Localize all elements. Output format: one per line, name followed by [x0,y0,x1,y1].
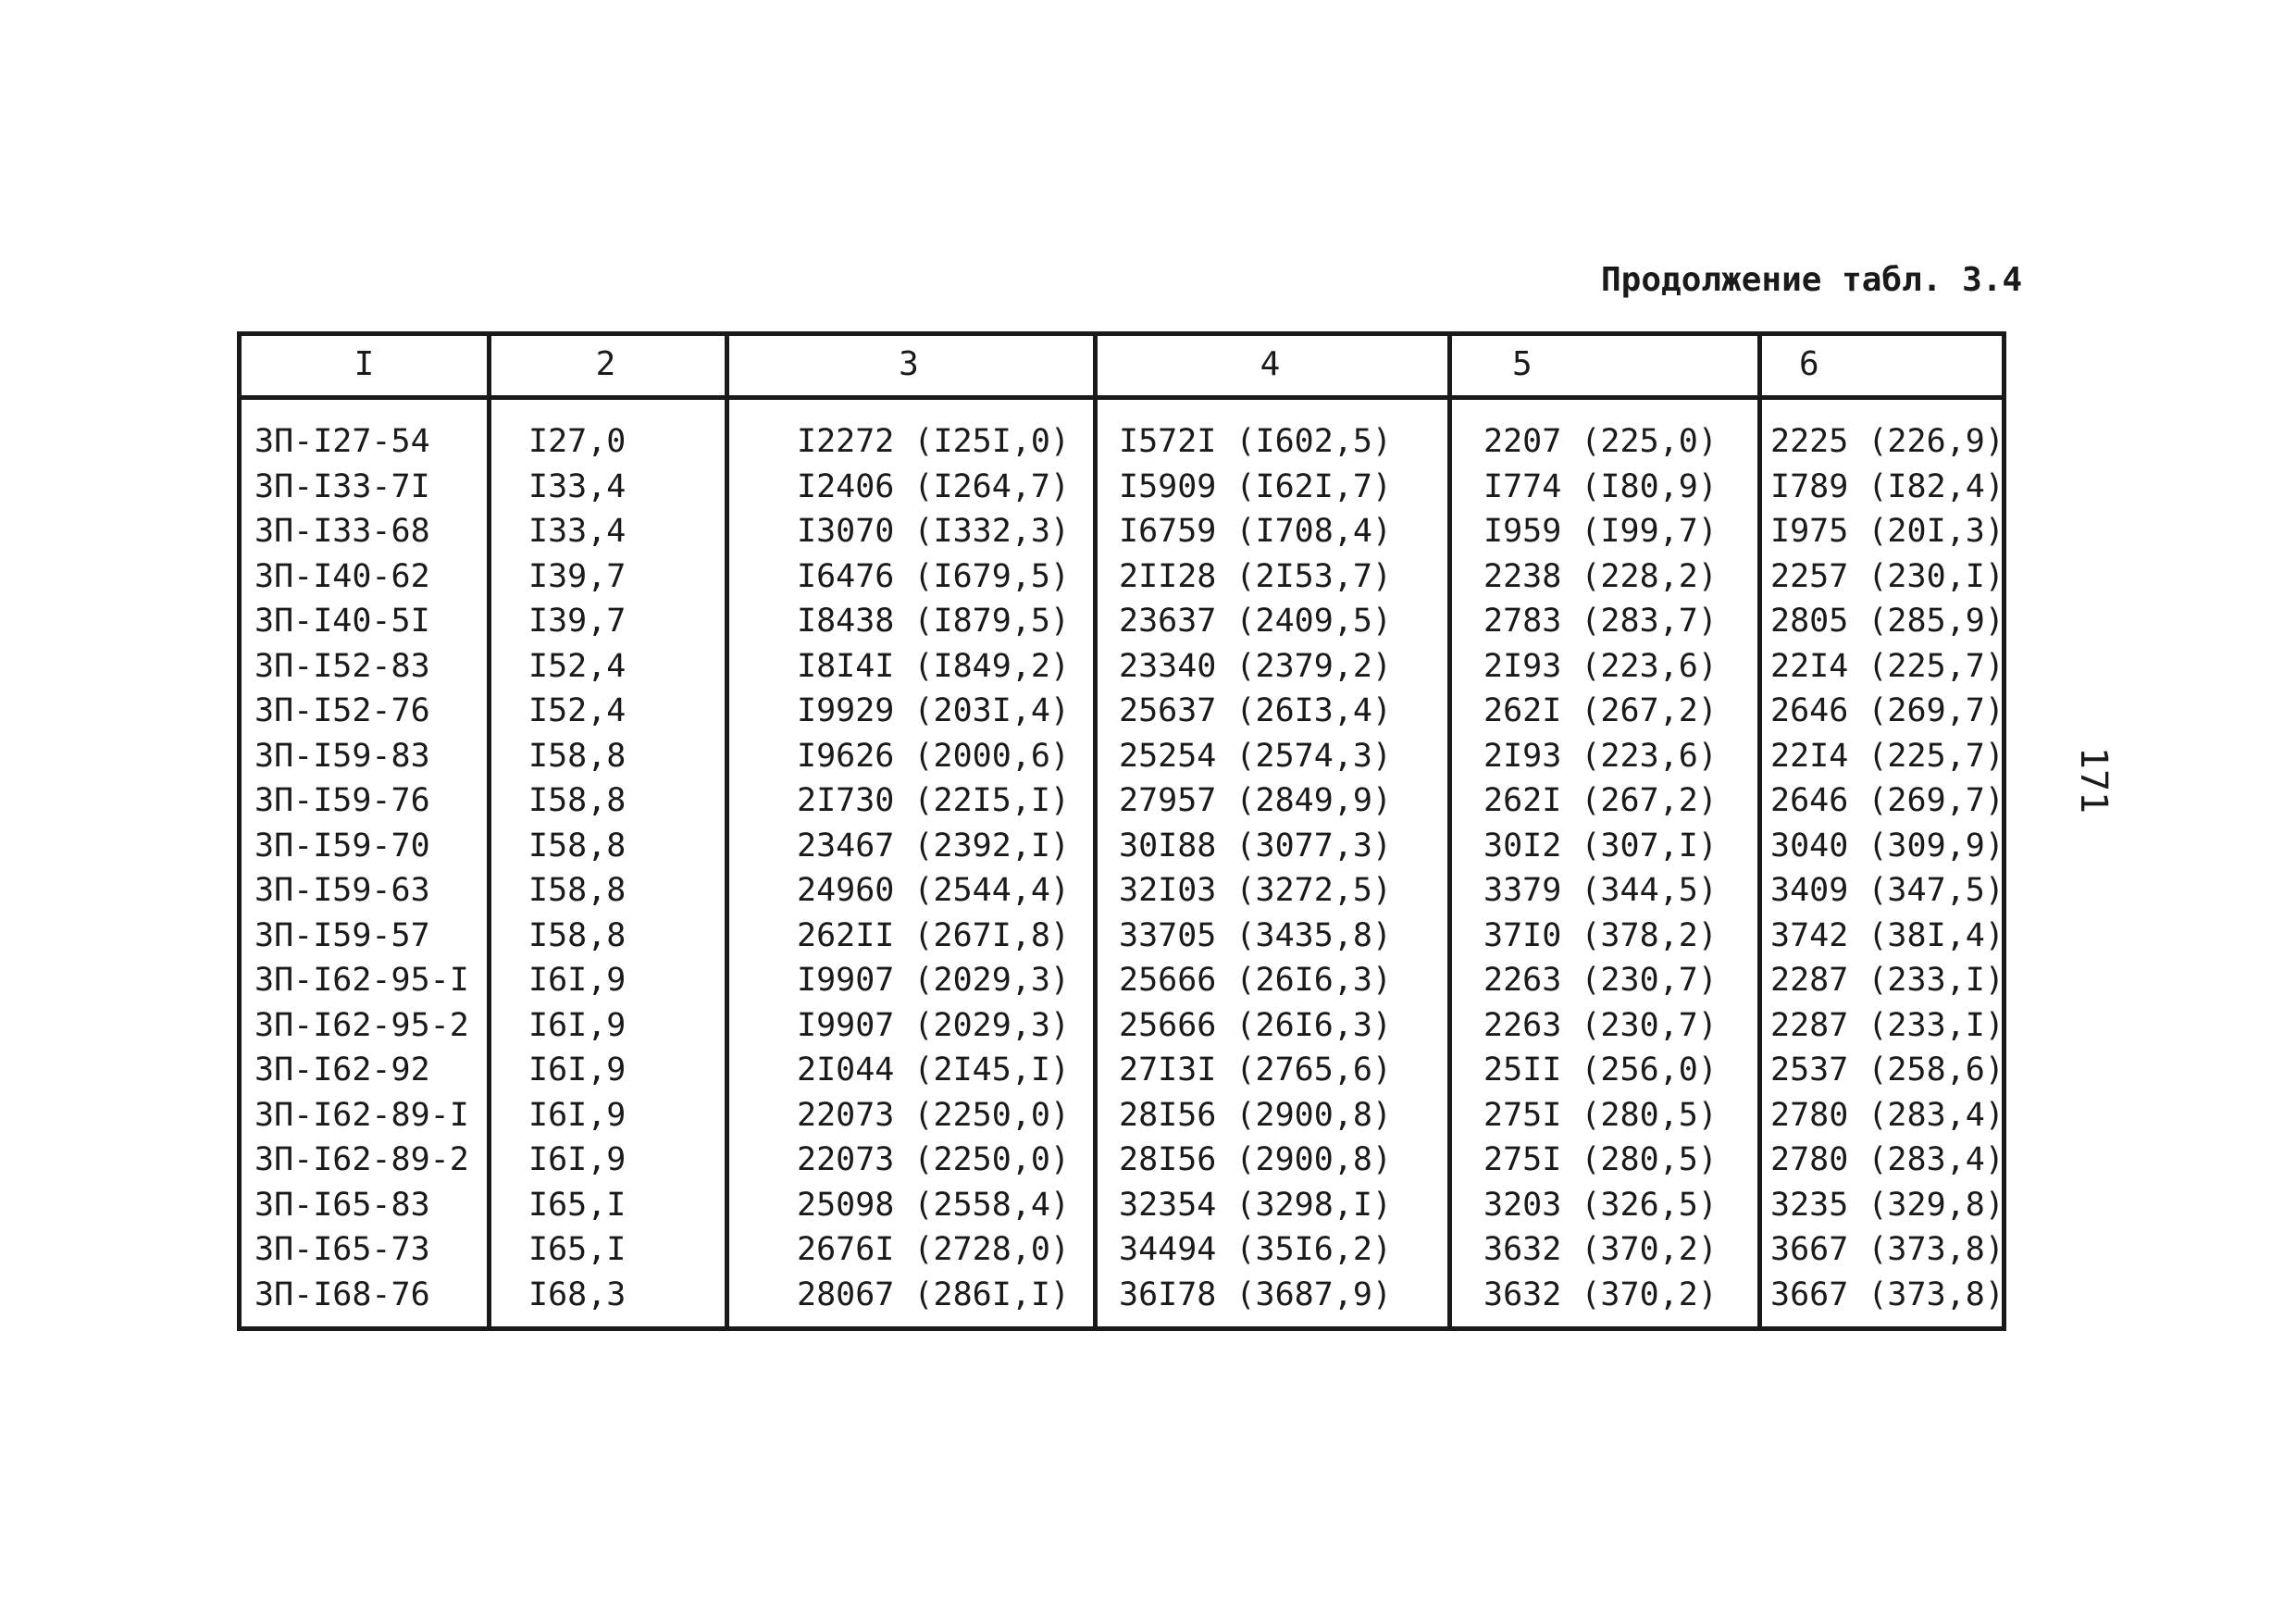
table-cell-col-2: I33,4 [528,513,627,550]
header-cell-1: I [354,345,375,383]
table-cell-col-3: I9907 (2029,3) [797,962,1071,999]
table-cell-col-2: I58,8 [528,872,627,909]
header-cell-2: 2 [595,345,616,383]
table-cell-col-6: 2537 (258,6) [1770,1051,2004,1088]
table-cell-col-3: I9907 (2029,3) [797,1006,1071,1044]
table-cell-col-6: 22I4 (225,7) [1770,737,2004,775]
table-cell-col-5: 25II (256,0) [1483,1051,1718,1088]
table-cell-col-1: ЗП-I40-5I [254,603,430,640]
table-cell-col-4: I6759 (I708,4) [1119,513,1393,550]
table-cell-col-3: I6476 (I679,5) [797,557,1071,595]
table-cell-col-4: 32I03 (3272,5) [1119,872,1393,909]
data-table [237,331,2006,1331]
table-cell-col-1: ЗП-I52-76 [254,692,430,729]
table-cell-col-1: ЗП-I33-68 [254,513,430,550]
table-cell-col-6: 3667 (373,8) [1770,1275,2004,1313]
table-row [242,1138,2002,1183]
table-cell-col-6: 2287 (233,I) [1770,1006,2004,1044]
header-cell-4: 4 [1260,345,1281,383]
table-cell-col-2: I58,8 [528,827,627,864]
table-cell-col-4: 33705 (3435,8) [1119,916,1393,954]
table-cell-col-3: I9626 (2000,6) [797,737,1071,775]
table-cell-col-5: 2263 (230,7) [1483,1006,1718,1044]
table-row [242,1273,2002,1318]
table-cell-col-6: 2780 (283,4) [1770,1096,2004,1134]
table-cell-col-1: ЗП-I68-76 [254,1275,430,1313]
table-cell-col-4: 28I56 (2900,8) [1119,1141,1393,1178]
table-cell-col-6: 2646 (269,7) [1770,692,2004,729]
table-cell-col-3: I8I4I (I849,2) [797,647,1071,685]
table-cell-col-5: 2263 (230,7) [1483,962,1718,999]
table-cell-col-6: 2805 (285,9) [1770,603,2004,640]
table-cell-col-6: 3235 (329,8) [1770,1186,2004,1224]
table-cell-col-1: ЗП-I62-95-2 [254,1006,469,1044]
table-cell-col-1: ЗП-I33-7I [254,467,430,505]
table-cell-col-1: ЗП-I59-76 [254,782,430,819]
header-cell-6: 6 [1799,345,1819,383]
table-cell-col-3: 2I730 (22I5,I) [797,782,1071,819]
table-row [242,734,2002,779]
table-cell-col-5: 262I (267,2) [1483,782,1718,819]
table-cell-col-2: I6I,9 [528,962,627,999]
table-cell-col-3: I2272 (I25I,0) [797,423,1071,460]
table-cell-col-4: 30I88 (3077,3) [1119,827,1393,864]
table-cell-col-3: 2676I (2728,0) [797,1231,1071,1268]
table-cell-col-1: ЗП-I65-83 [254,1186,430,1224]
table-cell-col-1: ЗП-I62-89-I [254,1096,469,1134]
table-cell-col-1: ЗП-I62-95-I [254,962,469,999]
table-cell-col-1: ЗП-I27-54 [254,423,430,460]
table-cell-col-5: 275I (280,5) [1483,1096,1718,1134]
table-cell-col-4: 23340 (2379,2) [1119,647,1393,685]
table-cell-col-2: I39,7 [528,557,627,595]
table-cell-col-5: I774 (I80,9) [1483,467,1718,505]
table-header-row [242,336,2002,400]
table-cell-col-6: 3040 (309,9) [1770,827,2004,864]
table-row [242,868,2002,914]
table-row [242,689,2002,734]
table-cell-col-6: 2646 (269,7) [1770,782,2004,819]
table-cell-col-1: ЗП-I40-62 [254,557,430,595]
table-cell-col-5: 2207 (225,0) [1483,423,1718,460]
table-cell-col-6: 3742 (38I,4) [1770,916,2004,954]
table-cell-col-6: 22I4 (225,7) [1770,647,2004,685]
table-row [242,1048,2002,1093]
table-cell-col-1: ЗП-I59-57 [254,916,430,954]
table-cell-col-3: 25098 (2558,4) [797,1186,1071,1224]
table-row [242,419,2002,465]
table-row [242,824,2002,869]
table-cell-col-1: ЗП-I62-92 [254,1051,430,1088]
table-row [242,778,2002,824]
table-cell-col-3: 22073 (2250,0) [797,1096,1071,1134]
table-cell-col-5: 2I93 (223,6) [1483,737,1718,775]
table-cell-col-3: 24960 (2544,4) [797,872,1071,909]
header-cell-5: 5 [1512,345,1533,383]
table-cell-col-5: 3632 (370,2) [1483,1275,1718,1313]
table-cell-col-2: I65,I [528,1186,627,1224]
table-cell-col-5: I959 (I99,7) [1483,513,1718,550]
table-cell-col-5: 262I (267,2) [1483,692,1718,729]
table-row [242,599,2002,644]
table-cell-col-2: I27,0 [528,423,627,460]
table-cell-col-4: 28I56 (2900,8) [1119,1096,1393,1134]
header-cell-3: 3 [899,345,919,383]
table-cell-col-4: 25666 (26I6,3) [1119,962,1393,999]
table-row [242,1183,2002,1228]
table-cell-col-6: 2257 (230,I) [1770,557,2004,595]
table-cell-col-1: ЗП-I59-63 [254,872,430,909]
table-cell-col-6: I975 (20I,3) [1770,513,2004,550]
table-cell-col-4: 32354 (3298,I) [1119,1186,1393,1224]
table-cell-col-3: 262II (267I,8) [797,916,1071,954]
table-cell-col-2: I58,8 [528,737,627,775]
table-cell-col-6: 2780 (283,4) [1770,1141,2004,1178]
table-cell-col-4: 23637 (2409,5) [1119,603,1393,640]
table-cell-col-2: I39,7 [528,603,627,640]
table-cell-col-4: 2II28 (2I53,7) [1119,557,1393,595]
table-row [242,509,2002,554]
table-row [242,465,2002,510]
table-cell-col-4: 25254 (2574,3) [1119,737,1393,775]
table-cell-col-2: I33,4 [528,467,627,505]
table-cell-col-5: 2238 (228,2) [1483,557,1718,595]
table-cell-col-2: I6I,9 [528,1006,627,1044]
table-cell-col-2: I6I,9 [528,1141,627,1178]
table-cell-col-5: 30I2 (307,I) [1483,827,1718,864]
table-cell-col-1: ЗП-I59-70 [254,827,430,864]
table-cell-col-2: I58,8 [528,916,627,954]
table-cell-col-3: I8438 (I879,5) [797,603,1071,640]
table-cell-col-1: ЗП-I62-89-2 [254,1141,469,1178]
table-row [242,914,2002,959]
table-cell-col-4: I572I (I602,5) [1119,423,1393,460]
table-cell-col-5: 37I0 (378,2) [1483,916,1718,954]
table-cell-col-2: I65,I [528,1231,627,1268]
table-cell-col-4: 36I78 (3687,9) [1119,1275,1393,1313]
table-cell-col-1: ЗП-I65-73 [254,1231,430,1268]
page-number: 171 [2072,746,2116,815]
table-cell-col-5: 2783 (283,7) [1483,603,1718,640]
table-row [242,554,2002,600]
table-cell-col-6: 2225 (226,9) [1770,423,2004,460]
table-cell-col-4: 25666 (26I6,3) [1119,1006,1393,1044]
table-cell-col-3: I2406 (I264,7) [797,467,1071,505]
table-cell-col-4: 27I3I (2765,6) [1119,1051,1393,1088]
table-cell-col-2: I52,4 [528,692,627,729]
table-cell-col-2: I6I,9 [528,1051,627,1088]
table-cell-col-5: 3632 (370,2) [1483,1231,1718,1268]
table-row [242,1003,2002,1049]
table-cell-col-2: I52,4 [528,647,627,685]
table-cell-col-5: 2I93 (223,6) [1483,647,1718,685]
table-row [242,644,2002,690]
table-cell-col-1: ЗП-I59-83 [254,737,430,775]
table-cell-col-2: I6I,9 [528,1096,627,1134]
table-cell-col-3: 2I044 (2I45,I) [797,1051,1071,1088]
table-cell-col-4: I5909 (I62I,7) [1119,467,1393,505]
table-cell-col-3: 28067 (286I,I) [797,1275,1071,1313]
table-row [242,1227,2002,1273]
table-cell-col-6: I789 (I82,4) [1770,467,2004,505]
table-cell-col-5: 3203 (326,5) [1483,1186,1718,1224]
table-cell-col-6: 2287 (233,I) [1770,962,2004,999]
table-row [242,1093,2002,1138]
table-cell-col-3: I9929 (203I,4) [797,692,1071,729]
table-row [242,958,2002,1003]
table-caption: Продолжение табл. 3.4 [1601,261,2023,299]
table-cell-col-6: 3409 (347,5) [1770,872,2004,909]
table-cell-col-3: 22073 (2250,0) [797,1141,1071,1178]
table-cell-col-1: ЗП-I52-83 [254,647,430,685]
table-cell-col-2: I58,8 [528,782,627,819]
table-cell-col-3: I3070 (I332,3) [797,513,1071,550]
table-cell-col-3: 23467 (2392,I) [797,827,1071,864]
table-cell-col-4: 27957 (2849,9) [1119,782,1393,819]
table-cell-col-4: 25637 (26I3,4) [1119,692,1393,729]
table-cell-col-4: 34494 (35I6,2) [1119,1231,1393,1268]
table-cell-col-2: I68,3 [528,1275,627,1313]
table-cell-col-5: 3379 (344,5) [1483,872,1718,909]
table-cell-col-6: 3667 (373,8) [1770,1231,2004,1268]
table-cell-col-5: 275I (280,5) [1483,1141,1718,1178]
